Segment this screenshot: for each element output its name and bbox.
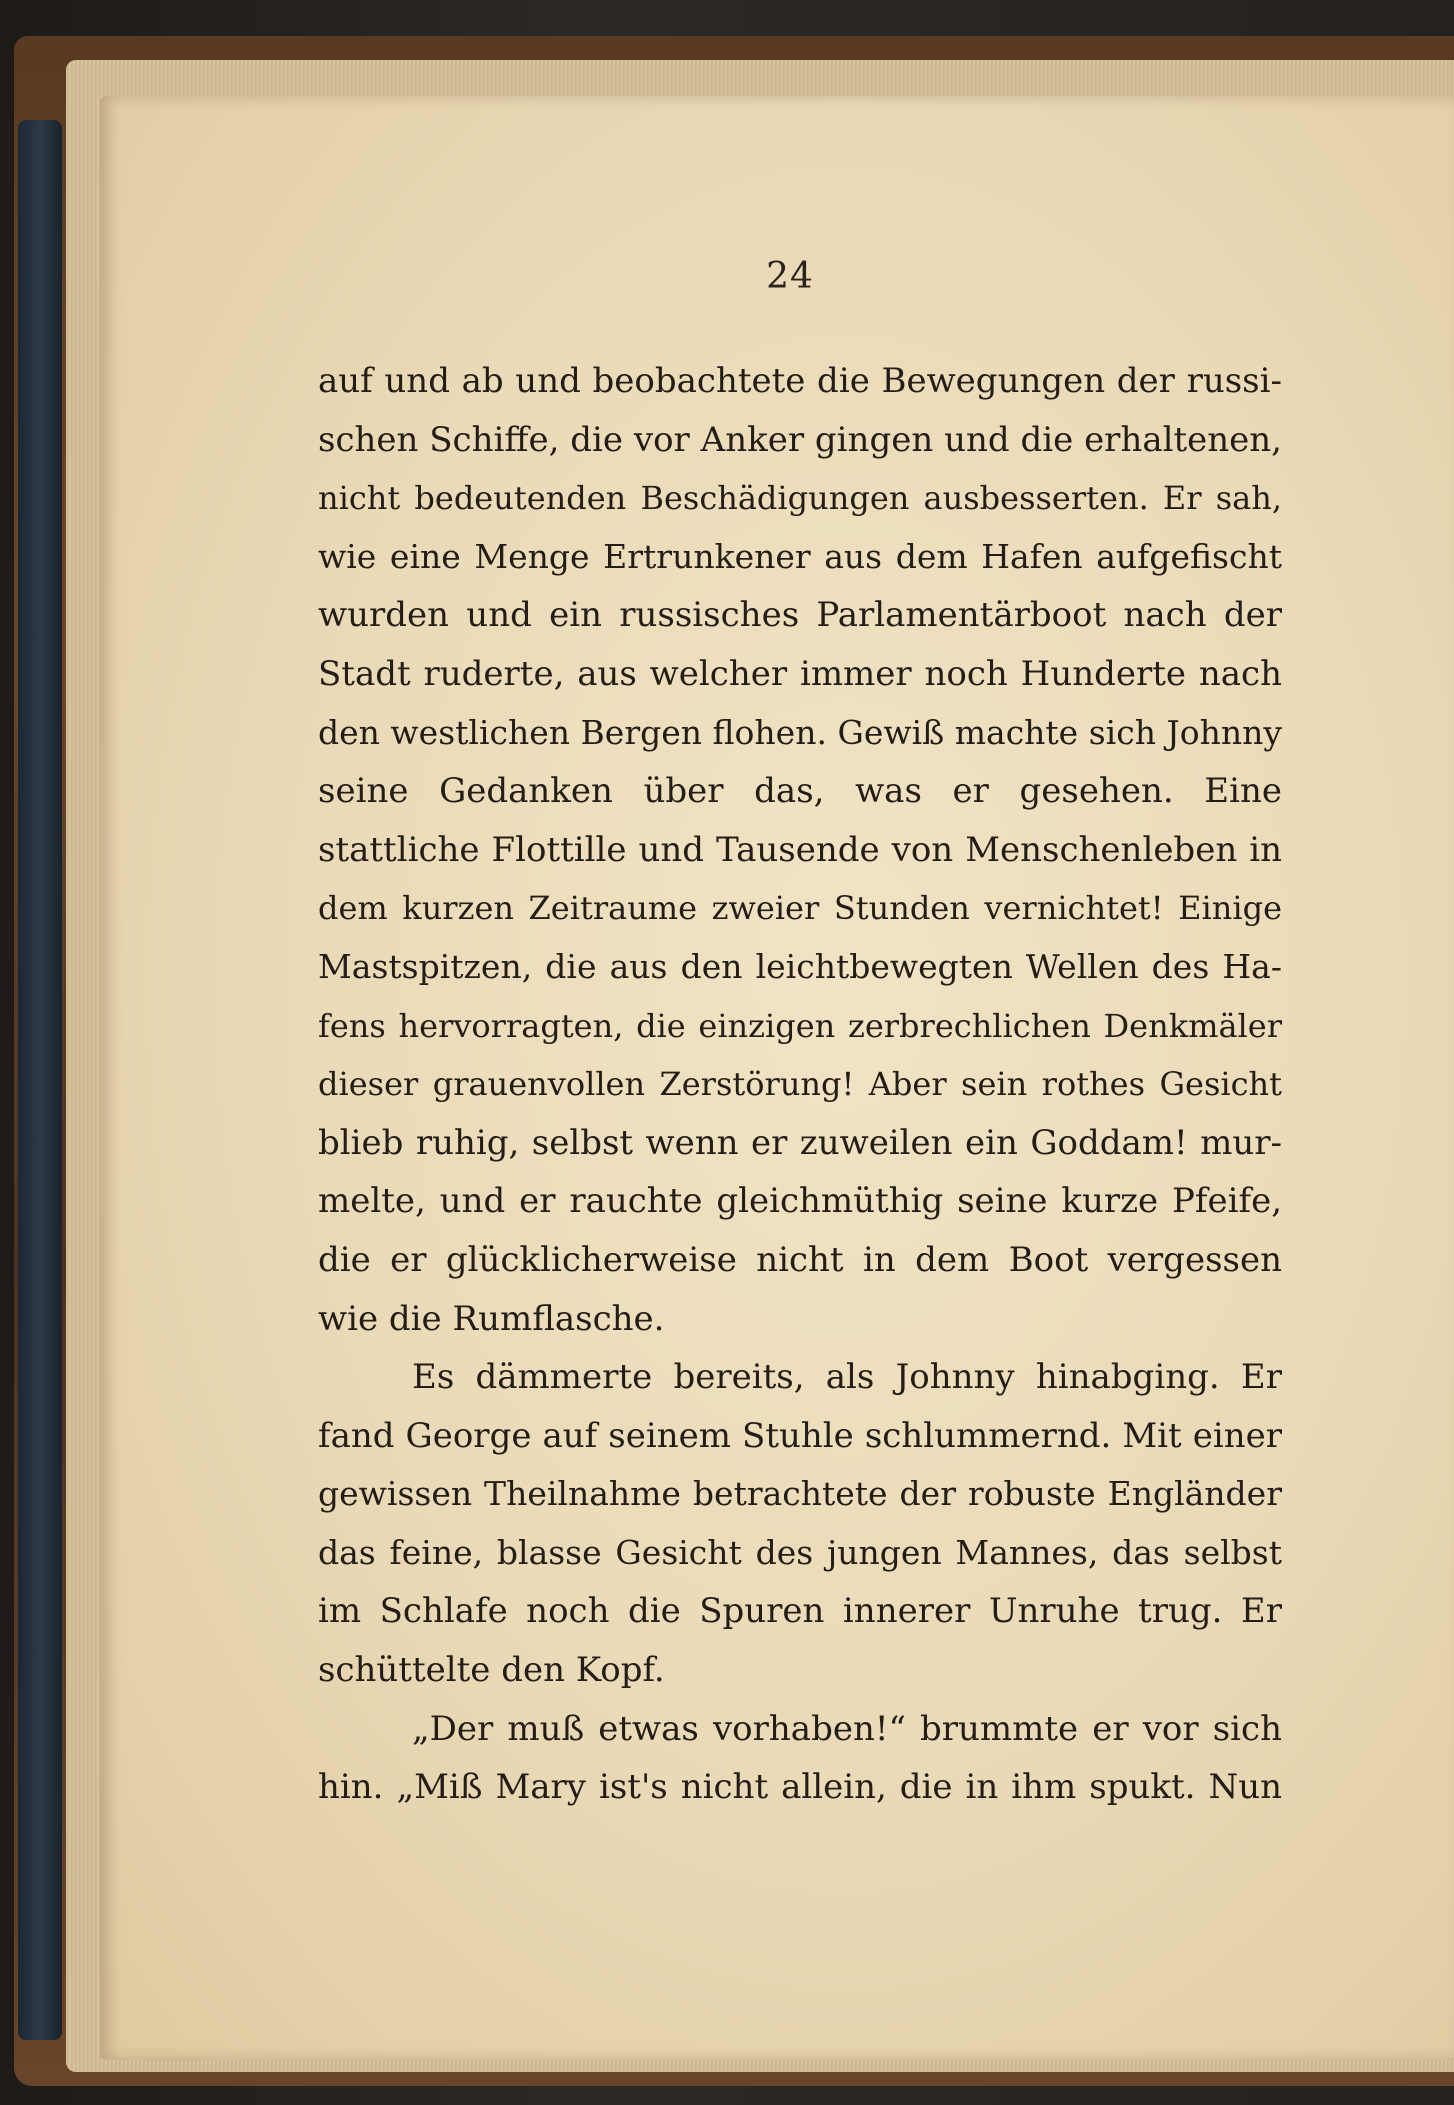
text-line: wie eine Menge Ertrunkener aus dem Hafen aufgefischt	[318, 536, 1282, 576]
text-line: im Schlafe noch die Spuren innerer Unruhe trug. Er	[318, 1591, 1282, 1632]
text-line: fens hervorragten, die einzigen zerbrechlichen Denkmäler	[318, 1006, 1282, 1045]
body-text	[318, 352, 1282, 1817]
text-line: stattliche Flottille und Tausende von Menschenleben in	[318, 829, 1282, 870]
text-line: hin. „Miß Mary ist's nicht allein, die in ihm spukt. Nun	[318, 1767, 1282, 1808]
text-line: fand George auf seinem Stuhle schlummernd. Mit einer	[318, 1415, 1282, 1456]
text-line: Es dämmerte bereits, als Johnny hinabging. Er	[412, 1357, 1282, 1398]
text-line: melte, und er rauchte gleichmüthig seine kurze Pfeife,	[318, 1181, 1282, 1222]
book-spine	[18, 120, 62, 2040]
text-line: die er glücklicherweise nicht in dem Boot vergessen	[318, 1239, 1282, 1280]
text-line: nicht bedeutenden Beschädigungen ausbesserten. Er sah,	[318, 479, 1282, 518]
text-line: blieb ruhig, selbst wenn er zuweilen ein Goddam! mur-	[318, 1122, 1282, 1163]
text-line: gewissen Theilnahme betrachtete der robuste Engländer	[318, 1474, 1282, 1514]
text-line: dieser grauenvollen Zerstörung! Aber sein rothes Gesicht	[318, 1065, 1282, 1104]
text-line: wurden und ein russisches Parlamentärboot nach der	[318, 595, 1282, 636]
text-line: den westlichen Bergen flohen. Gewiß machte sich Johnny	[318, 712, 1282, 752]
text-line: seine Gedanken über das, was er gesehen. Eine	[318, 771, 1282, 812]
text-line: schen Schiffe, die vor Anker gingen und die erhaltenen,	[318, 419, 1282, 460]
text-line: wie die Rumflasche.	[318, 1298, 665, 1339]
text-line: Stadt ruderte, aus welcher immer noch Hunderte nach	[318, 653, 1282, 694]
text-line: auf und ab und beobachtete die Bewegungen der russi-	[318, 361, 1282, 401]
text-line: dem kurzen Zeitraume zweier Stunden vernichtet! Einige	[318, 889, 1282, 928]
text-line: das feine, blasse Gesicht des jungen Mannes, das selbst	[318, 1532, 1282, 1572]
text-line: „Der muß etwas vorhaben!“ brummte er vor sich	[412, 1708, 1282, 1749]
text-line: schüttelte den Kopf.	[318, 1650, 665, 1691]
page-number: 24	[766, 256, 814, 297]
text-line: Mastspitzen, die aus den leichtbewegten Wellen des Ha-	[318, 946, 1282, 986]
